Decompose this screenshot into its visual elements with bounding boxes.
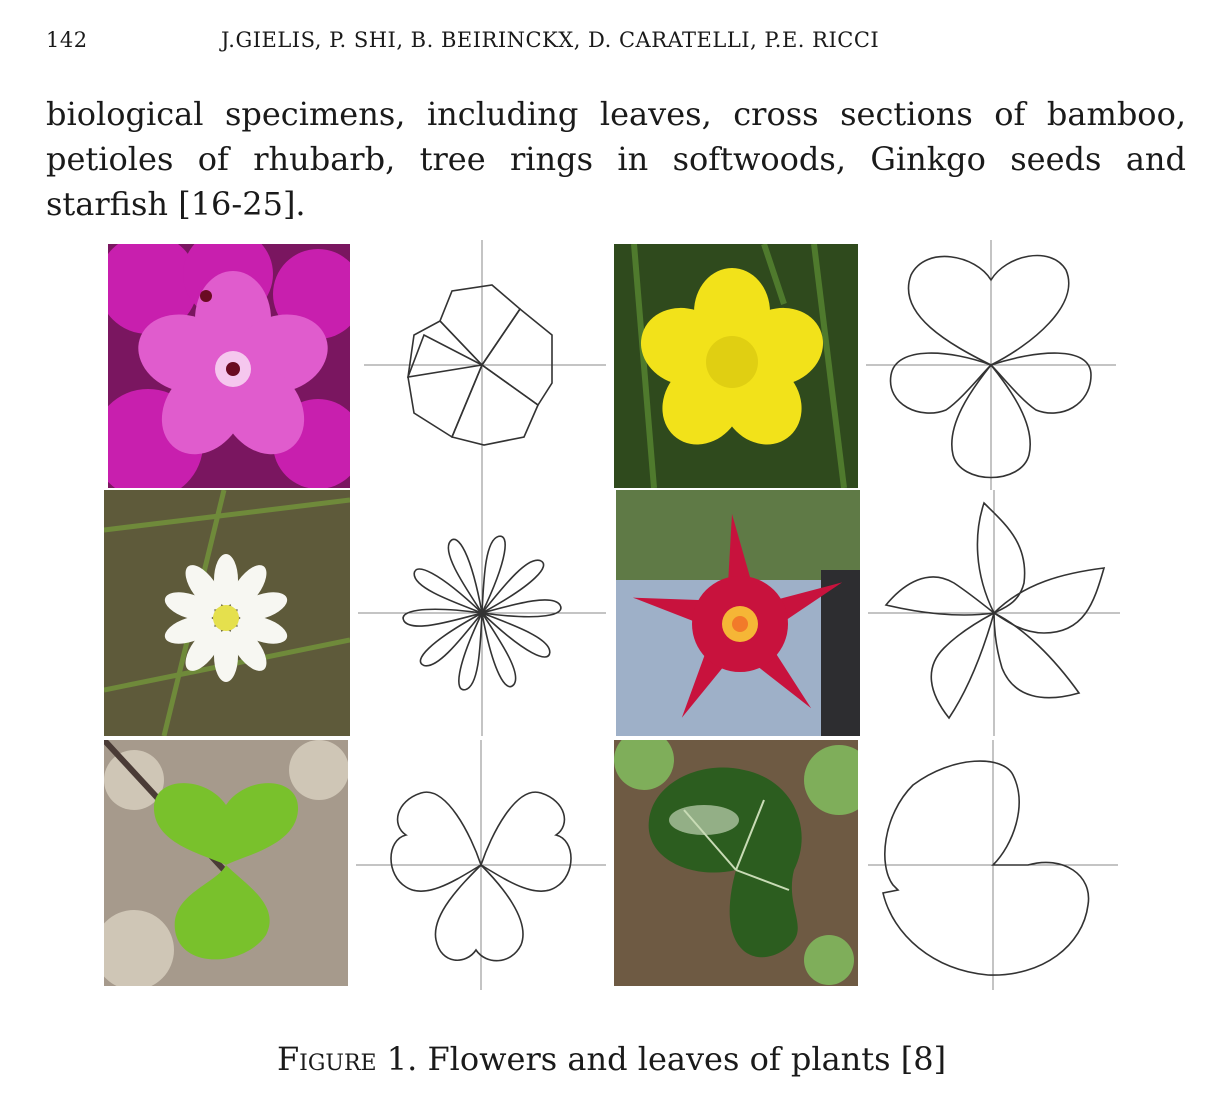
five-lobed-curve-plot: [866, 240, 1116, 490]
running-head: J.GIELIS, P. SHI, B. BEIRINCKX, D. CARATELLI, P.E. RICCI: [221, 28, 880, 52]
pink-phlox-photo: [108, 244, 350, 488]
figure-1: [100, 240, 1120, 1000]
dark-green-leaf-photo: [614, 740, 858, 986]
figure-caption: [0, 1040, 1223, 1078]
yellow-buttercup-photo: [614, 244, 858, 488]
figure-caption-text: Flowers and leaves of plants [8]: [427, 1040, 947, 1078]
page-header: [46, 28, 1177, 58]
figure-label: Figure 1.: [276, 1040, 418, 1078]
star-curve-plot: [868, 490, 1120, 736]
page-number: 142: [46, 28, 88, 52]
green-clover-photo: [104, 740, 348, 986]
pentagon-curve-plot: [358, 240, 606, 490]
white-chickweed-photo: [104, 490, 350, 736]
body-paragraph: biological specimens, including leaves, cross sections of bamboo, petioles of rhubarb, tree rings in softwoods, Ginkgo seeds and starfish [16-25].: [46, 95, 1186, 223]
three-lobed-curve-plot: [356, 740, 606, 990]
single-lobed-curve-plot: [868, 740, 1118, 990]
ten-lobed-curve-plot: [358, 490, 606, 736]
red-mandevilla-photo: [616, 490, 860, 736]
